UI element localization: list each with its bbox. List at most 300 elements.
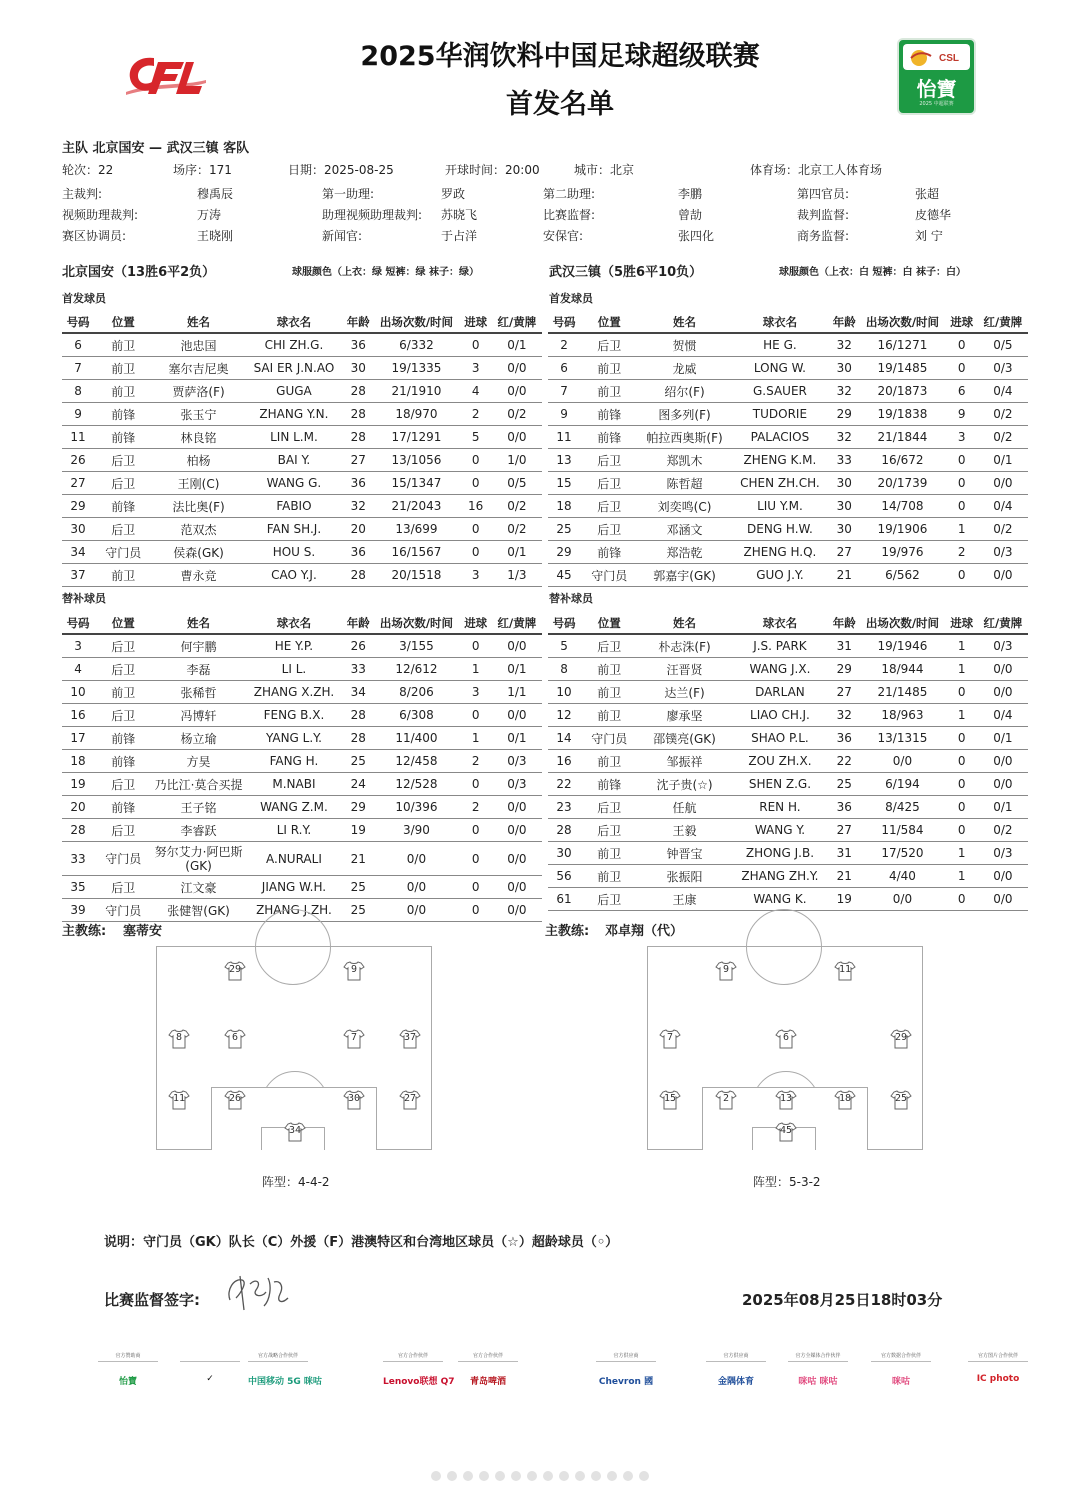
home-coach-label: 主教练: <box>62 924 107 939</box>
away-subs-table <box>548 613 1028 911</box>
player-number: 2 <box>548 333 580 357</box>
column-header: 年龄 <box>829 613 859 634</box>
column-header: 红/黄牌 <box>492 312 542 333</box>
cards: 0/3 <box>978 634 1028 658</box>
player-shirt-icon <box>399 1029 421 1049</box>
player-position: 后卫 <box>580 819 638 842</box>
shirt-name: WANG G. <box>245 472 343 495</box>
appearances: 21/1485 <box>859 681 945 704</box>
goals: 3 <box>460 357 492 380</box>
cards: 0/0 <box>978 865 1028 888</box>
appearances: 6/194 <box>859 773 945 796</box>
appearances: 17/520 <box>859 842 945 865</box>
player-row <box>548 403 1028 426</box>
player-position: 前锋 <box>94 426 152 449</box>
player-age: 31 <box>829 842 859 865</box>
player-name: 冯博轩 <box>152 704 244 727</box>
player-age: 19 <box>343 819 373 842</box>
cards: 0/0 <box>978 564 1028 587</box>
player-age: 32 <box>829 380 859 403</box>
goals: 0 <box>460 541 492 564</box>
match-teams: 主队 北京国安 — 武汉三镇 客队 <box>62 141 250 156</box>
shirt-number: 37 <box>403 1032 417 1043</box>
appearances: 19/1946 <box>859 634 945 658</box>
cards: 1/3 <box>492 564 542 587</box>
shirt-number: 27 <box>403 1093 417 1104</box>
player-age: 33 <box>829 449 859 472</box>
player-name: 王康 <box>638 888 730 911</box>
player-name: 方昊 <box>152 750 244 773</box>
shirt-name: WANG K. <box>731 888 829 911</box>
player-number: 39 <box>62 899 94 922</box>
player-age: 25 <box>343 750 373 773</box>
appearances: 20/1518 <box>373 564 459 587</box>
sponsor-logo: 咪咕 咪咕 <box>798 1377 838 1387</box>
cards: 0/3 <box>978 541 1028 564</box>
appearances: 14/708 <box>859 495 945 518</box>
away-formation-pitch <box>647 946 923 1150</box>
column-header: 球衣名 <box>245 613 343 634</box>
player-position: 后卫 <box>94 449 152 472</box>
shirt-number: 29 <box>894 1032 908 1043</box>
player-age: 36 <box>829 796 859 819</box>
round: 轮次：22 <box>62 163 114 177</box>
sponsor-logo: Chevron 國 <box>598 1377 654 1387</box>
sponsor-item <box>383 1352 455 1387</box>
cards: 0/1 <box>978 727 1028 750</box>
player-name: 王子铭 <box>152 796 244 819</box>
away-team-name: 武汉三镇（5胜6平10负） <box>549 265 703 280</box>
shirt-name: A.NURALI <box>245 842 343 876</box>
cards: 0/1 <box>492 541 542 564</box>
appearances: 18/944 <box>859 658 945 681</box>
shirt-name: FENG B.X. <box>245 704 343 727</box>
appearances: 6/308 <box>373 704 459 727</box>
official-name: 张四化 <box>678 229 715 243</box>
player-row <box>548 888 1028 911</box>
official-role: 视频助理裁判: <box>62 208 139 222</box>
home-starters-label: 首发球员 <box>62 292 106 305</box>
shirt-name: REN H. <box>731 796 829 819</box>
shirt-name: ZHANG Y.N. <box>245 403 343 426</box>
table-header-row <box>548 613 1028 634</box>
goals: 5 <box>460 426 492 449</box>
player-name: 张稀哲 <box>152 681 244 704</box>
player-position: 守门员 <box>94 899 152 922</box>
player-number: 34 <box>62 541 94 564</box>
goals: 0 <box>946 495 978 518</box>
player-age: 36 <box>343 541 373 564</box>
official-role: 第一助理: <box>322 187 375 201</box>
column-header: 位置 <box>580 312 638 333</box>
player-position: 前卫 <box>94 357 152 380</box>
column-header: 球衣名 <box>731 613 829 634</box>
shirt-name: CAO Y.J. <box>245 564 343 587</box>
player-shirt-icon <box>224 1090 246 1110</box>
player-row <box>62 541 542 564</box>
column-header: 出场次数/时间 <box>373 613 459 634</box>
player-age: 32 <box>829 333 859 357</box>
player-shirt-icon <box>659 1090 681 1110</box>
player-row <box>548 495 1028 518</box>
player-age: 30 <box>829 518 859 541</box>
shirt-name: GUGA <box>245 380 343 403</box>
appearances: 16/1271 <box>859 333 945 357</box>
appearances: 21/2043 <box>373 495 459 518</box>
player-name: 林良铭 <box>152 426 244 449</box>
cards: 1/1 <box>492 681 542 704</box>
csl-badge-top <box>903 44 970 70</box>
player-row <box>548 518 1028 541</box>
player-shirt-icon <box>775 1122 797 1142</box>
shirt-number: 34 <box>288 1125 302 1136</box>
player-position: 前卫 <box>580 681 638 704</box>
appearances: 3/90 <box>373 819 459 842</box>
player-number: 14 <box>548 727 580 750</box>
player-age: 27 <box>829 681 859 704</box>
player-number: 27 <box>62 472 94 495</box>
shirt-number: 45 <box>779 1125 793 1136</box>
goals: 0 <box>946 796 978 819</box>
cards: 0/0 <box>492 426 542 449</box>
player-age: 36 <box>343 333 373 357</box>
shirt-name: ZHANG ZH.Y. <box>731 865 829 888</box>
player-age: 26 <box>343 634 373 658</box>
shirt-name: WANG J.X. <box>731 658 829 681</box>
player-age: 30 <box>829 472 859 495</box>
appearances: 20/1739 <box>859 472 945 495</box>
shirt-name: FAN SH.J. <box>245 518 343 541</box>
goals: 0 <box>946 727 978 750</box>
cards: 0/2 <box>492 403 542 426</box>
appearances: 4/40 <box>859 865 945 888</box>
cards: 0/2 <box>492 495 542 518</box>
cards: 0/0 <box>492 899 542 922</box>
player-position: 前锋 <box>94 403 152 426</box>
player-position: 后卫 <box>580 472 638 495</box>
player-number: 28 <box>62 819 94 842</box>
column-header: 进球 <box>946 312 978 333</box>
csl-text: CSL <box>939 53 959 64</box>
player-number: 35 <box>62 876 94 899</box>
shirt-name: SHAO P.L. <box>731 727 829 750</box>
sponsor-item <box>968 1352 1028 1384</box>
home-coach: 塞蒂安 <box>123 924 163 939</box>
goals: 1 <box>946 658 978 681</box>
shirt-name: WANG Z.M. <box>245 796 343 819</box>
column-header: 进球 <box>946 613 978 634</box>
cards: 0/3 <box>492 773 542 796</box>
player-age: 25 <box>343 899 373 922</box>
page-subtitle: 首发名单 <box>506 89 614 120</box>
cards: 0/4 <box>978 380 1028 403</box>
player-name: 达兰(F) <box>638 681 730 704</box>
goals: 3 <box>460 564 492 587</box>
goals: 0 <box>460 704 492 727</box>
cards: 1/0 <box>492 449 542 472</box>
player-position: 后卫 <box>94 876 152 899</box>
player-number: 19 <box>62 773 94 796</box>
player-age: 32 <box>829 426 859 449</box>
appearances: 19/1906 <box>859 518 945 541</box>
player-shirt-icon <box>284 1122 306 1142</box>
player-name: 邓涵文 <box>638 518 730 541</box>
player-name: 绍尔(F) <box>638 380 730 403</box>
sponsor-item <box>871 1352 931 1387</box>
cards: 0/3 <box>978 842 1028 865</box>
player-name: 任航 <box>638 796 730 819</box>
shirt-name: LI R.Y. <box>245 819 343 842</box>
player-position: 后卫 <box>580 796 638 819</box>
player-position: 前卫 <box>580 704 638 727</box>
player-position: 后卫 <box>94 518 152 541</box>
appearances: 0/0 <box>373 842 459 876</box>
player-name: 沈子贵(☆) <box>638 773 730 796</box>
appearances: 20/1873 <box>859 380 945 403</box>
player-row <box>548 865 1028 888</box>
official-role: 新闻官: <box>322 229 363 243</box>
player-number: 8 <box>548 658 580 681</box>
appearances: 21/1844 <box>859 426 945 449</box>
player-age: 36 <box>829 727 859 750</box>
player-position: 守门员 <box>580 564 638 587</box>
player-number: 11 <box>548 426 580 449</box>
shirt-number: 7 <box>350 1032 358 1043</box>
player-name: 王刚(C) <box>152 472 244 495</box>
player-row <box>62 842 542 876</box>
appearances: 6/562 <box>859 564 945 587</box>
away-kit-colors: 球服颜色（上衣：白 短裤：白 袜子：白） <box>779 267 966 278</box>
player-name: 乃比江·莫合买提 <box>152 773 244 796</box>
player-number: 10 <box>62 681 94 704</box>
column-header: 年龄 <box>343 312 373 333</box>
player-row <box>62 495 542 518</box>
shirt-number: 11 <box>172 1093 186 1104</box>
shirt-number: 6 <box>231 1032 239 1043</box>
column-header: 号码 <box>548 312 580 333</box>
column-header: 红/黄牌 <box>978 613 1028 634</box>
shirt-name: DARLAN <box>731 681 829 704</box>
player-position: 后卫 <box>94 472 152 495</box>
official-role: 比赛监督: <box>543 208 596 222</box>
sponsor-logo: Lenovo联想 Q7 <box>383 1377 455 1387</box>
goals: 1 <box>946 704 978 727</box>
player-row <box>62 634 542 658</box>
player-position: 前卫 <box>94 564 152 587</box>
appearances: 16/672 <box>859 449 945 472</box>
player-number: 10 <box>548 681 580 704</box>
player-name: 邵镤亮(GK) <box>638 727 730 750</box>
goals: 0 <box>460 876 492 899</box>
player-name: 廖承坚 <box>638 704 730 727</box>
player-age: 21 <box>829 564 859 587</box>
shirt-name: SAI ER J.N.AO <box>245 357 343 380</box>
center-circle <box>255 909 331 985</box>
column-header: 号码 <box>548 613 580 634</box>
appearances: 21/1910 <box>373 380 459 403</box>
official-role: 第四官员: <box>797 187 850 201</box>
player-row <box>62 333 542 357</box>
kickoff-time: 开球时间：20:00 <box>445 163 540 177</box>
sponsor-item <box>98 1352 158 1387</box>
player-age: 25 <box>343 876 373 899</box>
cards: 0/5 <box>492 472 542 495</box>
appearances: 8/206 <box>373 681 459 704</box>
appearances: 19/1838 <box>859 403 945 426</box>
official-name: 王晓刚 <box>197 229 234 243</box>
cards: 0/2 <box>978 426 1028 449</box>
away-formation: 阵型：5-3-2 <box>753 1175 821 1189</box>
player-number: 30 <box>548 842 580 865</box>
goals: 0 <box>460 899 492 922</box>
sponsor-item <box>458 1352 518 1387</box>
player-position: 前锋 <box>580 541 638 564</box>
home-subs-table <box>62 613 542 922</box>
shirt-number: 6 <box>782 1032 790 1043</box>
player-name: 钟晋宝 <box>638 842 730 865</box>
player-row <box>548 842 1028 865</box>
player-name: 郭嘉宇(GK) <box>638 564 730 587</box>
shirt-name: HE G. <box>731 333 829 357</box>
table-header-row <box>548 312 1028 333</box>
player-position: 后卫 <box>580 495 638 518</box>
sponsor-item <box>788 1352 848 1387</box>
player-age: 24 <box>343 773 373 796</box>
sponsor-item <box>596 1352 656 1387</box>
goals: 0 <box>946 888 978 911</box>
player-name: 江文豪 <box>152 876 244 899</box>
player-row <box>548 357 1028 380</box>
shirt-number: 8 <box>175 1032 183 1043</box>
goals: 1 <box>460 727 492 750</box>
player-shirt-icon <box>659 1029 681 1049</box>
player-name: 柏杨 <box>152 449 244 472</box>
goals: 0 <box>946 449 978 472</box>
appearances: 18/970 <box>373 403 459 426</box>
shirt-number: 9 <box>350 964 358 975</box>
player-row <box>62 773 542 796</box>
player-position: 后卫 <box>580 449 638 472</box>
goals: 0 <box>946 564 978 587</box>
player-row <box>548 472 1028 495</box>
shirt-number: 15 <box>663 1093 677 1104</box>
ball-icon <box>907 46 937 68</box>
goals: 2 <box>460 796 492 819</box>
cards: 0/1 <box>492 727 542 750</box>
player-name: 范双杰 <box>152 518 244 541</box>
player-number: 29 <box>62 495 94 518</box>
player-row <box>548 634 1028 658</box>
player-number: 6 <box>62 333 94 357</box>
goals: 0 <box>946 750 978 773</box>
appearances: 11/584 <box>859 819 945 842</box>
player-number: 25 <box>548 518 580 541</box>
column-header: 姓名 <box>152 312 244 333</box>
column-header: 号码 <box>62 613 94 634</box>
player-age: 28 <box>343 727 373 750</box>
goals: 1 <box>946 842 978 865</box>
goals: 1 <box>946 634 978 658</box>
signature-datetime: 2025年08月25日18时03分 <box>742 1291 943 1309</box>
player-position: 前卫 <box>580 750 638 773</box>
away-subs-label: 替补球员 <box>549 592 593 605</box>
center-circle <box>746 909 822 985</box>
column-header: 姓名 <box>638 312 730 333</box>
appearances: 17/1291 <box>373 426 459 449</box>
player-age: 28 <box>343 704 373 727</box>
csl-sponsor-badge <box>897 38 976 115</box>
player-number: 6 <box>548 357 580 380</box>
appearances: 3/155 <box>373 634 459 658</box>
appearances: 8/425 <box>859 796 945 819</box>
player-position: 守门员 <box>94 842 152 876</box>
official-name: 穆禹辰 <box>197 187 234 201</box>
player-row <box>548 449 1028 472</box>
cards: 0/0 <box>978 773 1028 796</box>
table-header-row <box>62 613 542 634</box>
shirt-name: SHEN Z.G. <box>731 773 829 796</box>
player-name: 张玉宁 <box>152 403 244 426</box>
column-header: 出场次数/时间 <box>859 613 945 634</box>
player-name: 李磊 <box>152 658 244 681</box>
player-number: 16 <box>548 750 580 773</box>
appearances: 10/396 <box>373 796 459 819</box>
column-header: 红/黄牌 <box>978 312 1028 333</box>
cards: 0/0 <box>492 842 542 876</box>
appearances: 12/528 <box>373 773 459 796</box>
player-shirt-icon <box>224 961 246 981</box>
shirt-name: TUDORIE <box>731 403 829 426</box>
player-age: 28 <box>343 380 373 403</box>
player-age: 29 <box>343 796 373 819</box>
player-age: 30 <box>829 495 859 518</box>
player-position: 后卫 <box>580 518 638 541</box>
sponsor-caption: 官方全媒体合作伙伴 <box>788 1352 848 1362</box>
shirt-name: CHI ZH.G. <box>245 333 343 357</box>
goals: 0 <box>946 472 978 495</box>
player-shirt-icon <box>834 961 856 981</box>
sponsor-logo: 青岛啤酒 <box>469 1377 506 1387</box>
shirt-number: 11 <box>838 964 852 975</box>
home-subs-label: 替补球员 <box>62 592 106 605</box>
player-row <box>548 541 1028 564</box>
player-shirt-icon <box>775 1090 797 1110</box>
cards: 0/0 <box>492 357 542 380</box>
goals: 0 <box>946 333 978 357</box>
cards: 0/0 <box>978 750 1028 773</box>
player-row <box>62 704 542 727</box>
player-shirt-icon <box>399 1090 421 1110</box>
goals: 0 <box>946 357 978 380</box>
player-position: 后卫 <box>94 704 152 727</box>
player-name: 李睿跃 <box>152 819 244 842</box>
signature-image <box>222 1270 292 1314</box>
player-number: 7 <box>62 357 94 380</box>
official-name: 张超 <box>915 187 940 201</box>
player-position: 后卫 <box>94 658 152 681</box>
appearances: 13/699 <box>373 518 459 541</box>
csl-brand: 怡寶 <box>916 77 957 101</box>
player-age: 32 <box>343 495 373 518</box>
cards: 0/0 <box>492 380 542 403</box>
city: 城市：北京 <box>574 163 635 177</box>
player-number: 61 <box>548 888 580 911</box>
player-shirt-icon <box>890 1029 912 1049</box>
player-row <box>548 819 1028 842</box>
player-number: 22 <box>548 773 580 796</box>
column-header: 出场次数/时间 <box>373 312 459 333</box>
player-number: 12 <box>548 704 580 727</box>
